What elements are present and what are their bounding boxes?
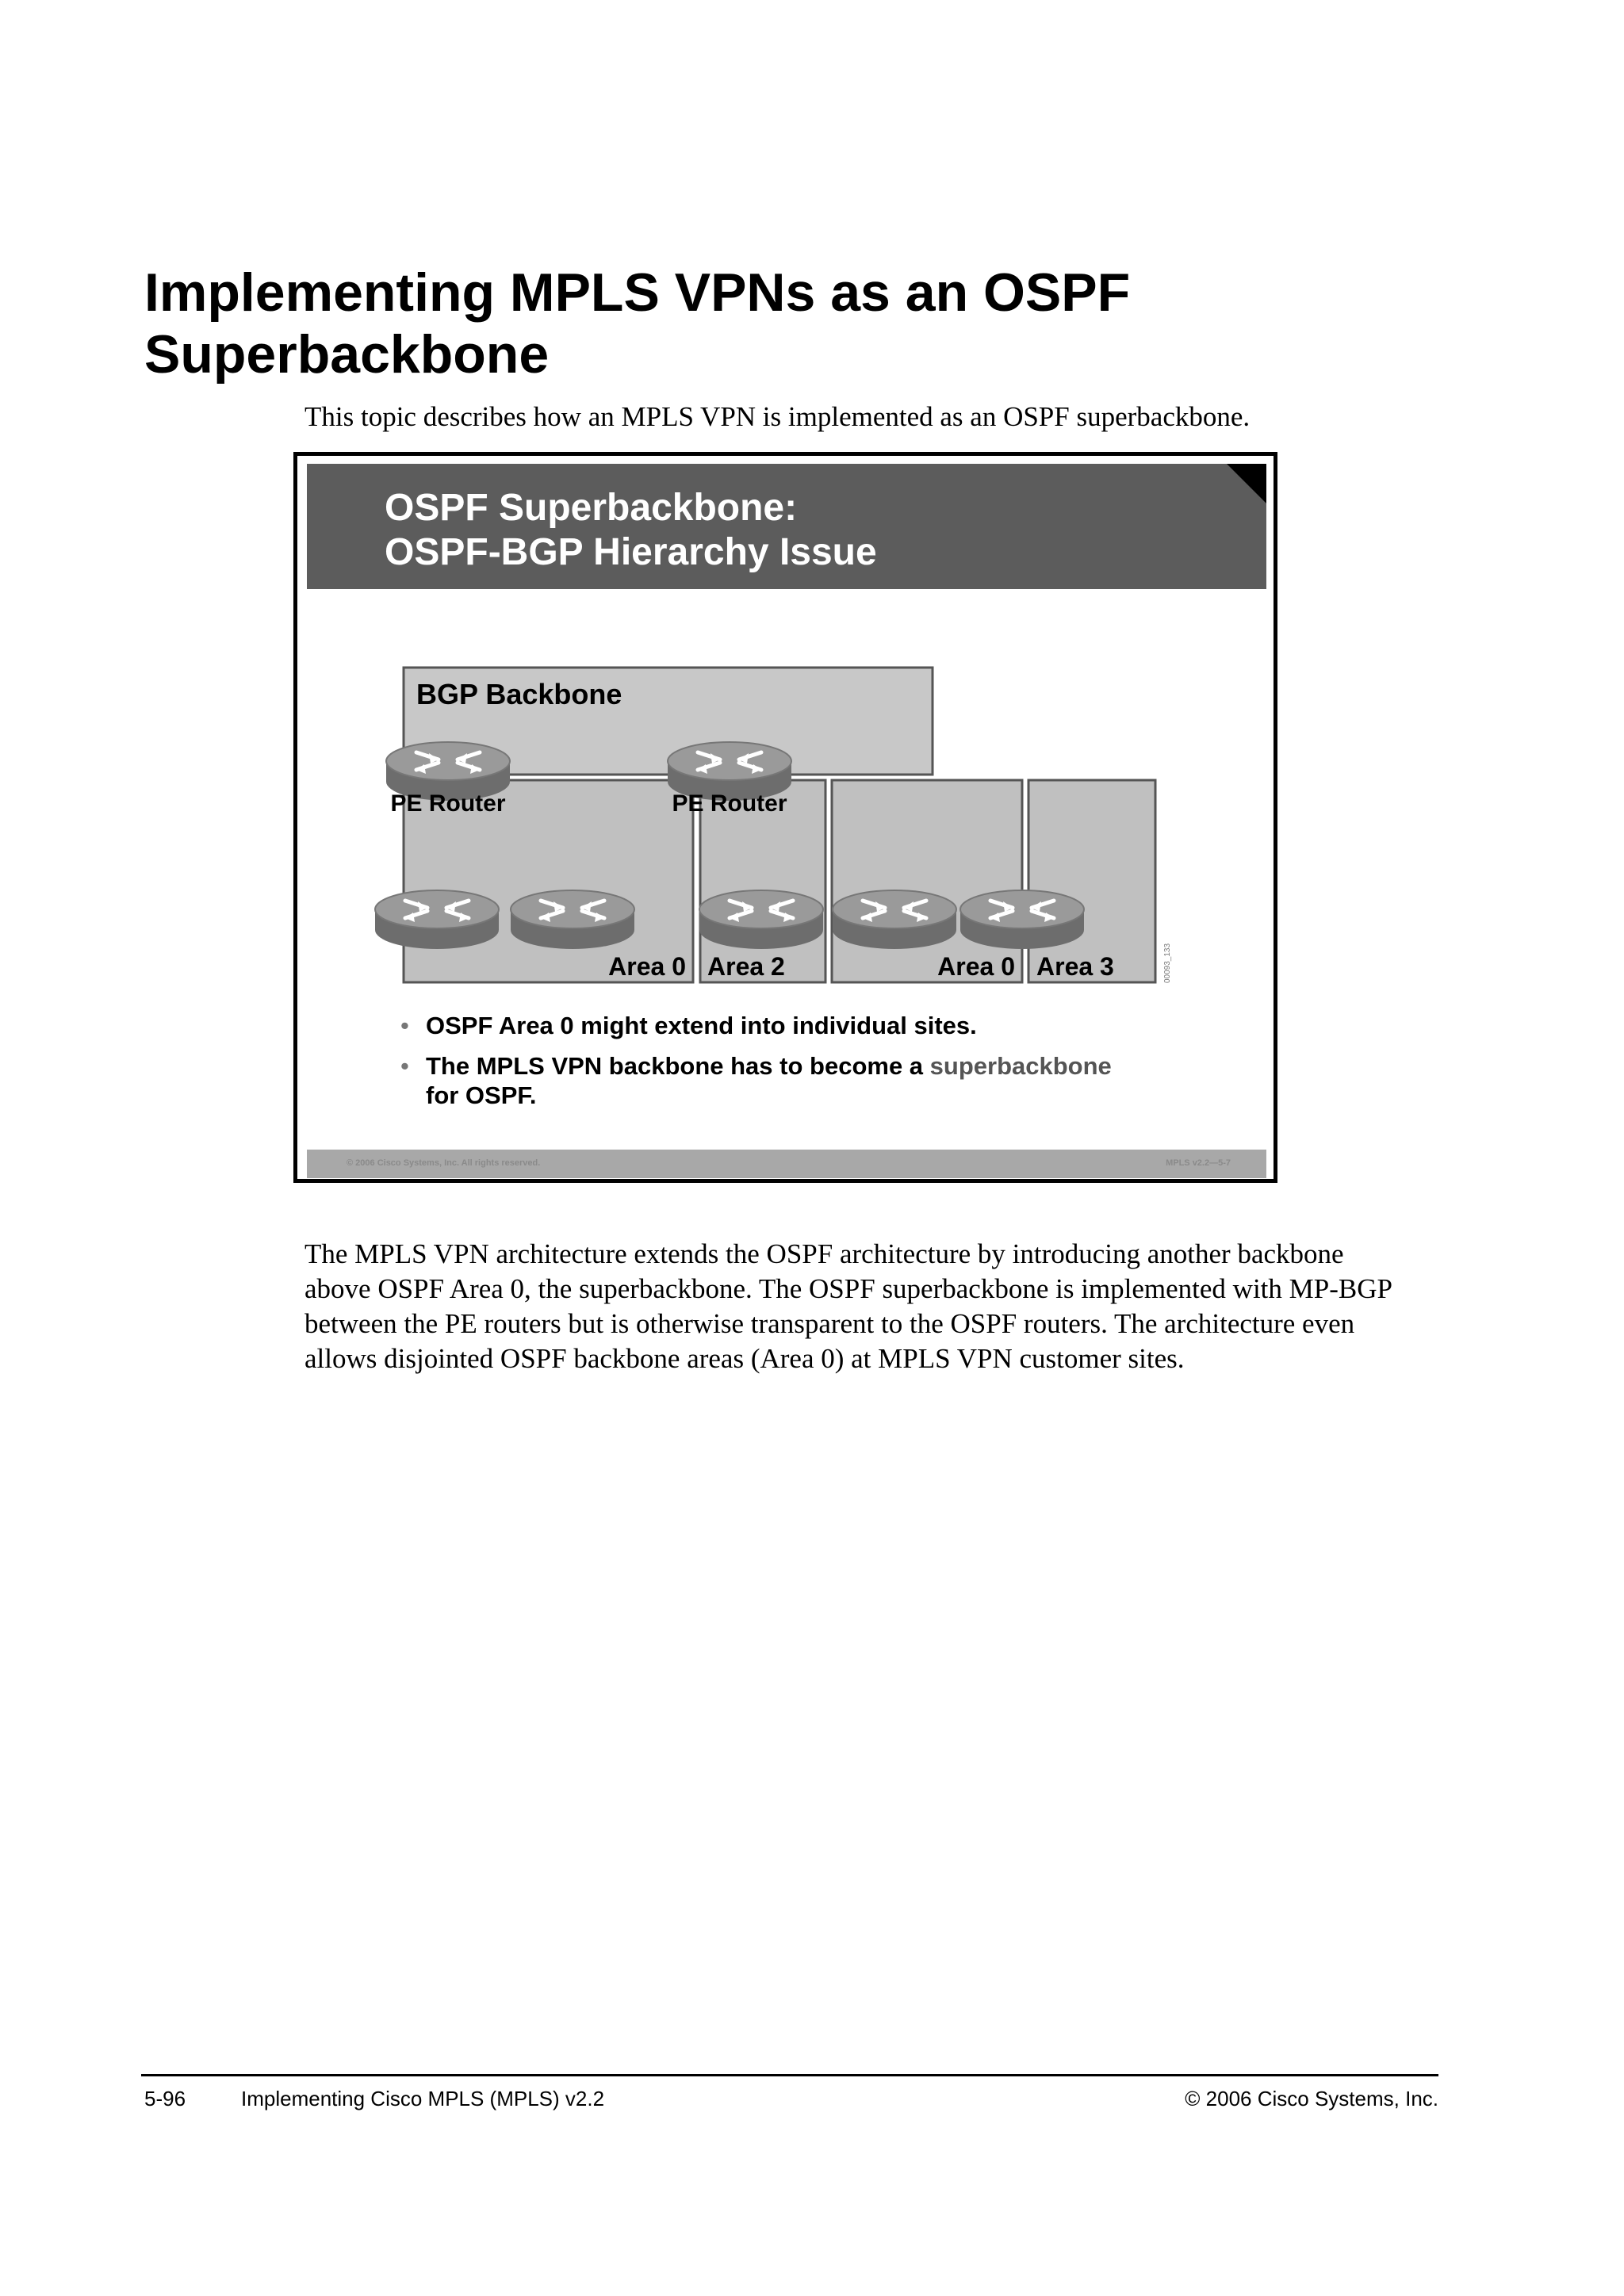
slide-figure	[293, 452, 1277, 1183]
bullet-item: • OSPF Area 0 might extend into individual sites.	[400, 1012, 977, 1039]
bullet-item: • The MPLS VPN backbone has to become a superbackbone for OSPF.	[400, 1052, 1112, 1109]
page-title-line2: Superbackbone	[144, 324, 550, 385]
router-icon	[375, 890, 499, 949]
pe-router-left-label: PE Router	[390, 790, 506, 817]
bullet-text: OSPF Area 0 might extend into individual sites.	[426, 1012, 977, 1039]
slide-footer	[307, 1150, 1266, 1178]
area-label-4: Area 3	[1036, 952, 1114, 981]
bgp-backbone-label: BGP Backbone	[416, 678, 622, 710]
bullet-text: The MPLS VPN backbone has to become a	[426, 1052, 930, 1080]
footer-course-title: Implementing Cisco MPLS (MPLS) v2.2	[241, 2087, 605, 2110]
slide-title-line2: OSPF-BGP Hierarchy Issue	[385, 531, 877, 573]
area-label-3: Area 0	[937, 952, 1015, 981]
slide-footer-copyright: © 2006 Cisco Systems, Inc. All rights reserved.	[347, 1158, 541, 1168]
page-title	[144, 262, 1334, 385]
slide-title-line1: OSPF Superbackbone:	[385, 487, 798, 529]
slide-bullets	[400, 1011, 1193, 1121]
area-label-1: Area 0	[608, 952, 686, 981]
router-icon	[833, 890, 956, 949]
router-icon	[511, 890, 634, 949]
bullet-text-cont: for OSPF.	[426, 1081, 537, 1109]
bullet-highlight: superbackbone	[929, 1052, 1112, 1080]
area-label-2: Area 2	[707, 952, 785, 981]
intro-text: This topic describes how an MPLS VPN is implemented as an OSPF superbackbone.	[304, 401, 1251, 432]
page-title-line1: Implementing MPLS VPNs as an OSPF	[144, 262, 1131, 323]
footer-page-number: 5-96	[144, 2087, 186, 2110]
footer-copyright: © 2006 Cisco Systems, Inc.	[1185, 2087, 1438, 2110]
footer-rule	[141, 2074, 1438, 2076]
slide-footer-id: MPLS v2.2—5-7	[1166, 1158, 1231, 1168]
router-icon	[960, 890, 1084, 949]
router-icon	[699, 890, 823, 949]
pe-router-right-label: PE Router	[672, 790, 787, 817]
figure-id: 00093_133	[1163, 943, 1172, 983]
body-paragraph: The MPLS VPN architecture extends the OSPF architecture by introducing another backbone above OSPF Area 0, the superbackbone. The OSPF superbackbone is implemented with MP-BGP between the PE routers but is otherwise transparent to the OSPF routers. The architecture even allows disjointed OSPF backbone areas (Area 0) at MPLS VPN customer sites.	[304, 1238, 1392, 1374]
